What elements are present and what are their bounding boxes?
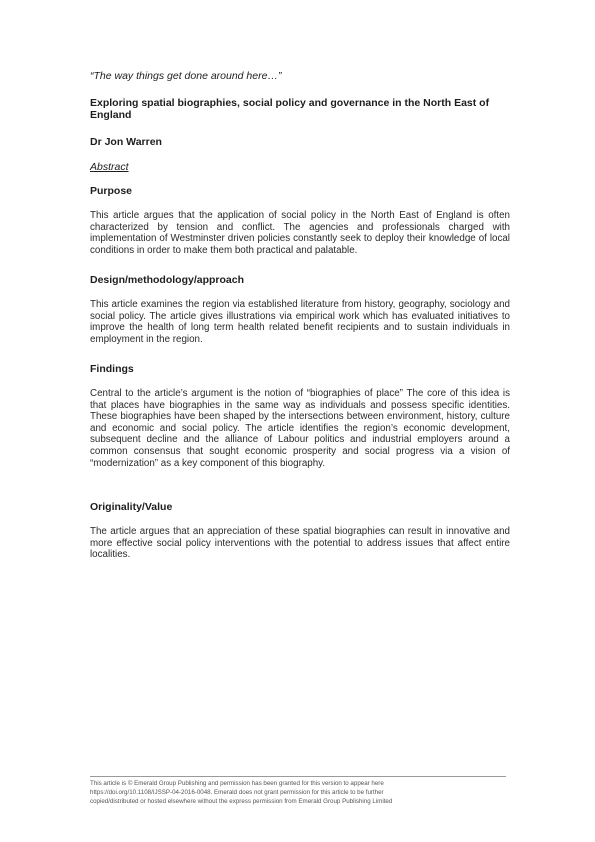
copyright-footer — [90, 779, 510, 807]
section-text-design: This article examines the region via established literature from history, geography, sociology and social policy. The article gives illustrations via empirical work which has evaluated initiatives to improve the health of long term health related benefit recipients and to sustain individuals in employment in the region. — [90, 299, 510, 345]
quote-title: “The way things get done around here…” — [90, 70, 282, 82]
section-text-originality: The article argues that an appreciation of these spatial biographies can result in innovative and more effective social policy interventions with the potential to address issues that affect entire localities. — [90, 526, 510, 561]
footer-line-1: This article is © Emerald Group Publishing and permission has been granted for this version to appear here — [90, 780, 384, 787]
section-text-purpose: This article argues that the application of social policy in the North East of England is often characterized by tension and conflict. The agencies and professionals charged with implementation of Westminster driven policies constantly seek to deploy their knowledge of local conditions in order to make them both practical and palatable. — [90, 210, 510, 256]
footer-line-2: https://doi.org/10.1108/IJSSP-04-2016-0048. Emerald does not grant permission for this article to be further — [90, 789, 384, 797]
section-heading-design: Design/methodology/approach — [90, 274, 245, 286]
section-text-findings: Central to the article’s argument is the notion of “biographies of place” The core of this idea is that places have biographies in the same way as individuals and possess specific identities. These biographies have been shaped by the intersections between environment, history, culture and economic and social policy. The article identifies the region’s economic development, subsequent decline and the alliance of Labour politics and industrial employers around a common consensus that sought economic prosperity and social progress via a vision of “modernization” as a key component of this biography. — [90, 388, 510, 469]
section-heading-findings: Findings — [90, 363, 134, 375]
article-title: Exploring spatial biographies, social policy and governance in the North East of England — [90, 97, 490, 121]
section-heading-purpose: Purpose — [90, 185, 133, 197]
section-heading-originality: Originality/Value — [90, 501, 173, 513]
footer-divider — [90, 776, 506, 777]
abstract-label: Abstract — [90, 161, 129, 173]
footer-line-3: copied/distributed or hosted elsewhere without the express permission from Emerald Group Publishing Limited — [90, 798, 393, 806]
author-name: Dr Jon Warren — [90, 136, 162, 148]
